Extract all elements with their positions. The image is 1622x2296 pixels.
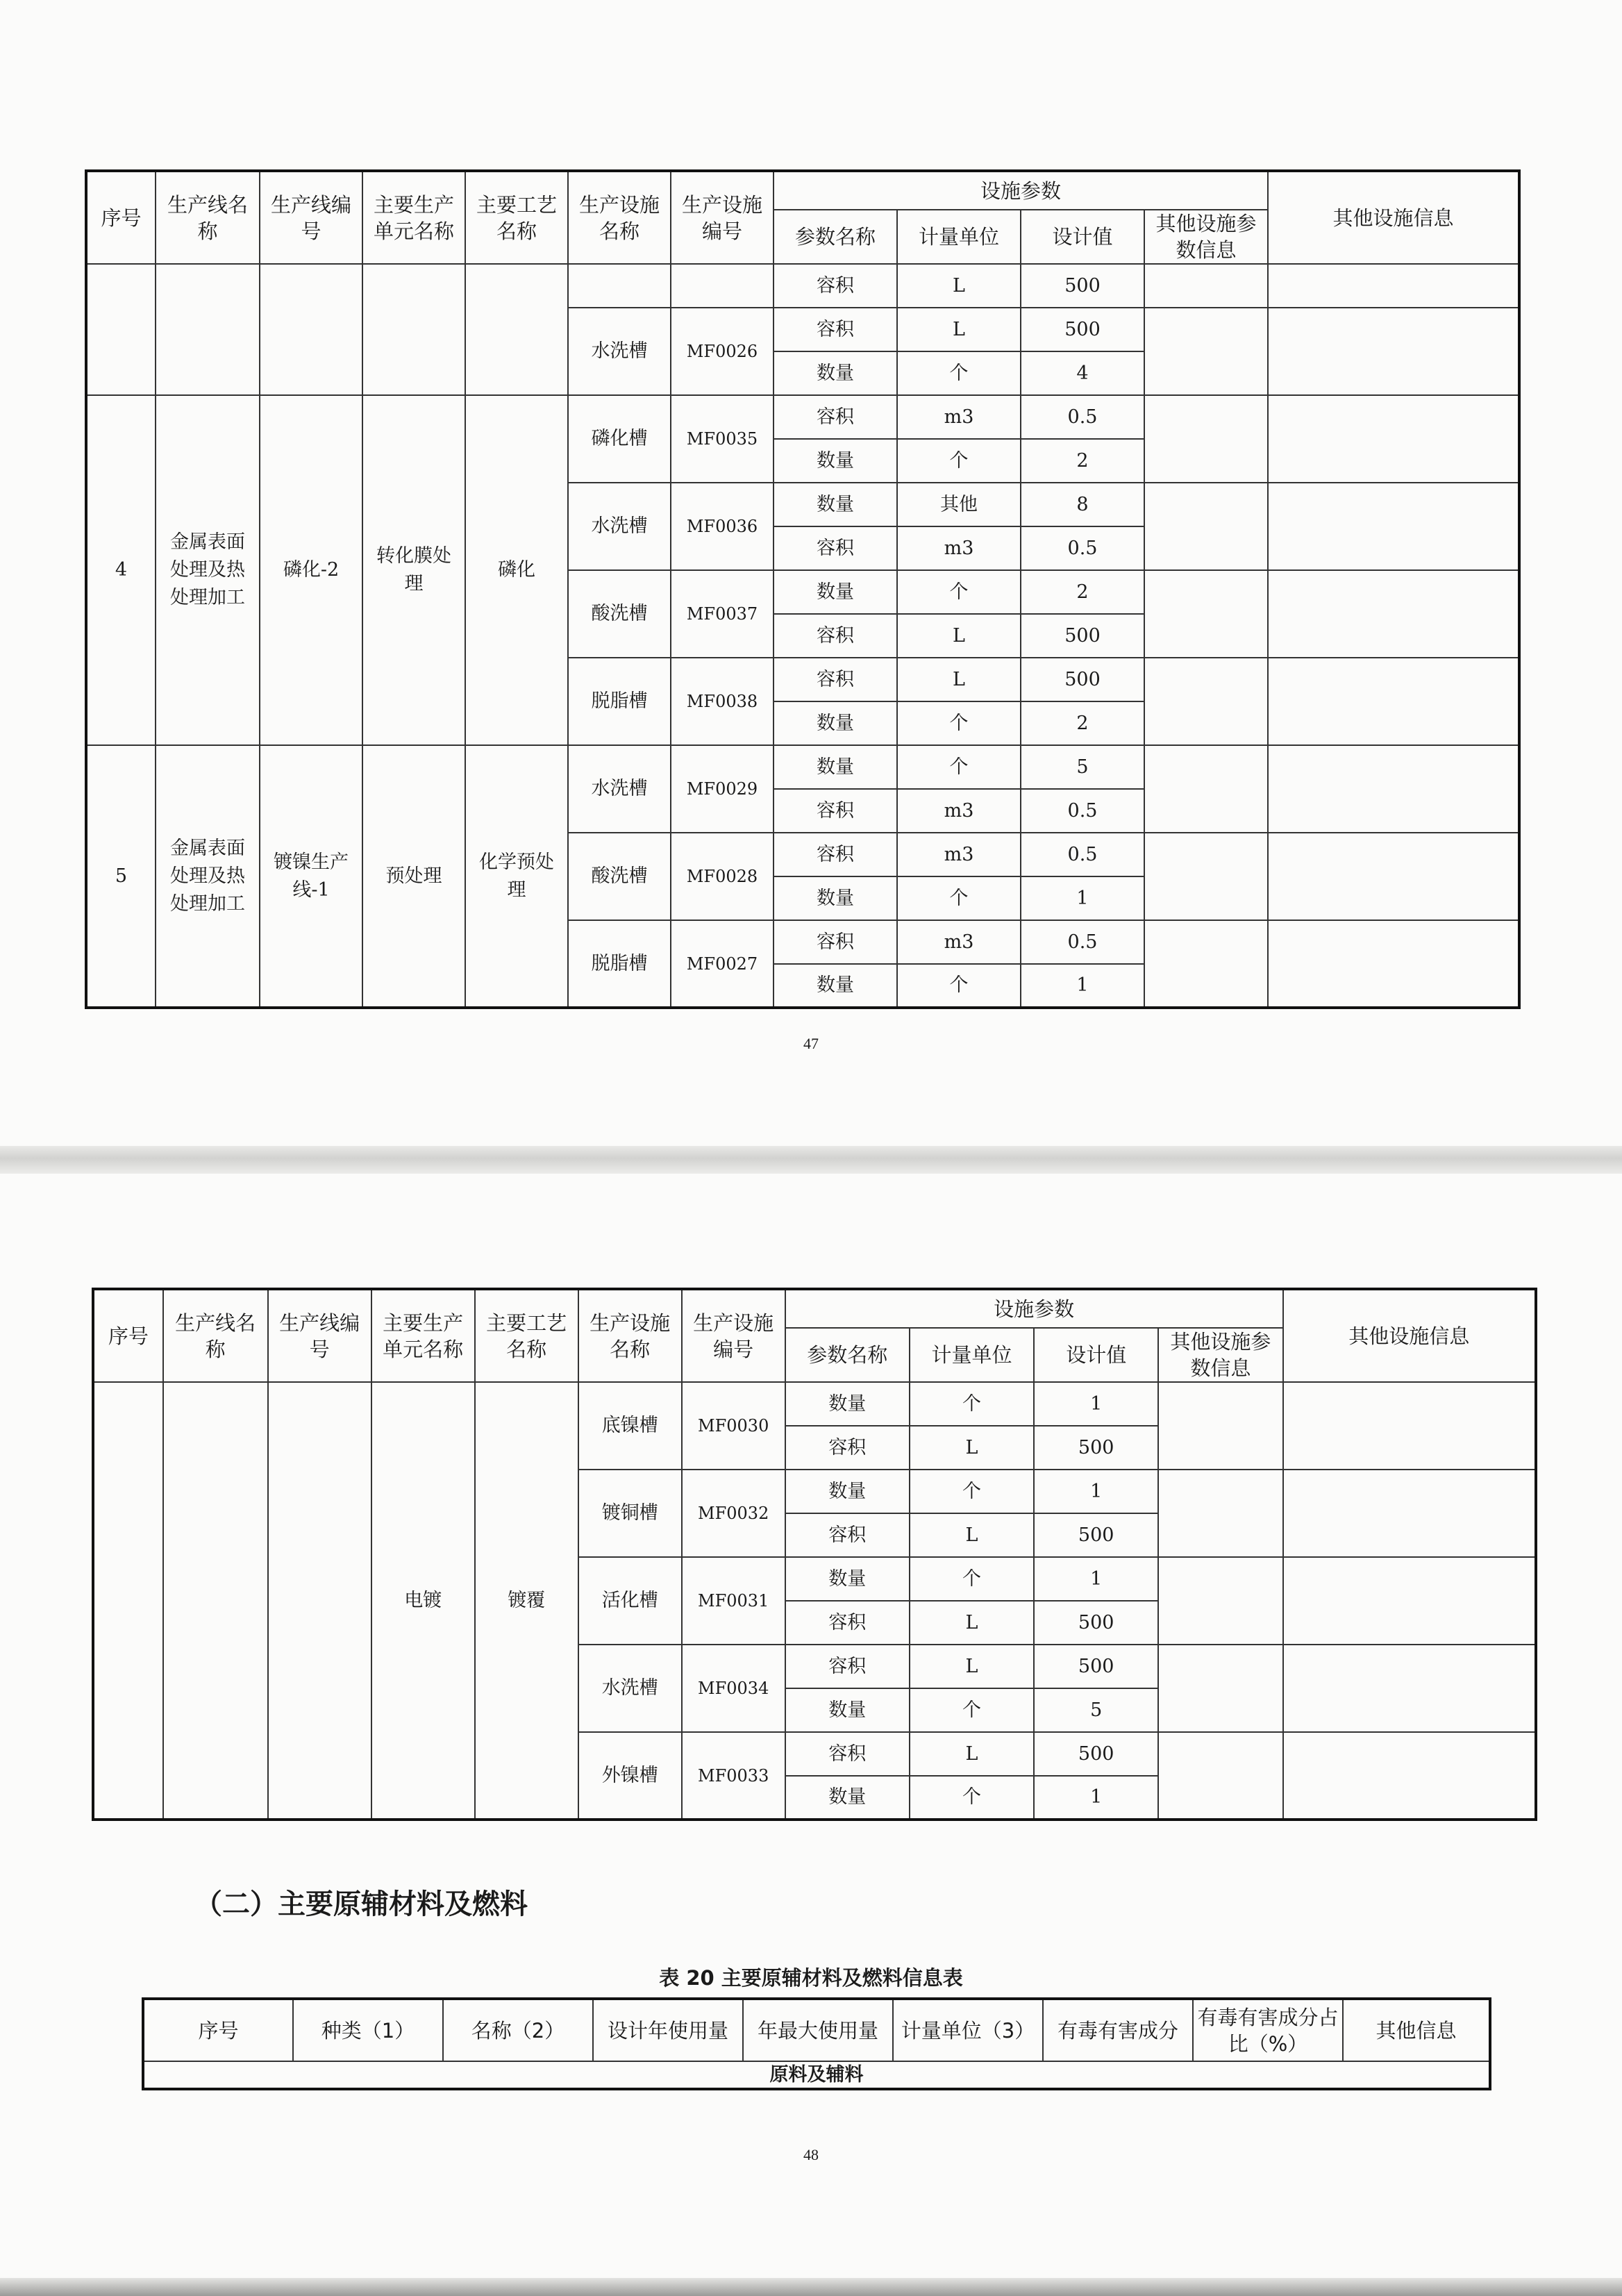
other-info-cell <box>1268 264 1519 308</box>
facility-name-cell: 水洗槽 <box>578 1645 682 1732</box>
design-value-cell: 500 <box>1034 1513 1158 1557</box>
materials-table <box>142 1997 1491 2090</box>
page-number: 47 <box>803 1035 819 1052</box>
other-param-cell <box>1144 483 1268 570</box>
header-line-name: 生产线名称 <box>163 1289 268 1382</box>
other-info-cell <box>1268 745 1519 833</box>
unit-cell: 个 <box>910 1776 1034 1820</box>
main-process-cell: 镀覆 <box>475 1382 578 1820</box>
other-info-cell <box>1268 395 1519 483</box>
design-value-cell: 5 <box>1021 745 1144 789</box>
other-info-cell <box>1283 1557 1536 1645</box>
other-info-cell <box>1283 1470 1536 1557</box>
design-value-cell: 500 <box>1021 264 1144 308</box>
table20-header: 有毒有害成分 <box>1043 1999 1193 2061</box>
other-info-cell <box>1283 1382 1536 1470</box>
facility-name-cell: 镀铜槽 <box>578 1470 682 1557</box>
table20-header: 有毒有害成分占比（%） <box>1193 1999 1343 2061</box>
facility-name-cell: 水洗槽 <box>568 308 671 395</box>
line-code-cell <box>268 1382 371 1820</box>
facility-name-cell <box>568 264 671 308</box>
unit-cell: m3 <box>897 920 1021 964</box>
table20-header: 种类（1） <box>293 1999 443 2061</box>
other-param-cell <box>1144 570 1268 658</box>
header-params-group: 设施参数 <box>785 1289 1283 1328</box>
main-unit-cell: 预处理 <box>362 745 465 1008</box>
facility-code-cell: MF0027 <box>671 920 774 1008</box>
unit-cell: L <box>897 658 1021 701</box>
unit-cell: 其他 <box>897 483 1021 526</box>
design-value-cell: 5 <box>1034 1688 1158 1732</box>
param-name-cell: 容积 <box>785 1645 910 1688</box>
param-name-cell: 容积 <box>774 308 897 351</box>
facility-name-cell: 脱脂槽 <box>568 920 671 1008</box>
header-other-param: 其他设施参数信息 <box>1158 1328 1282 1382</box>
facility-code-cell: MF0036 <box>671 483 774 570</box>
design-value-cell: 500 <box>1034 1426 1158 1470</box>
table-row <box>86 264 1519 308</box>
design-value-cell: 500 <box>1034 1601 1158 1645</box>
param-name-cell: 容积 <box>774 789 897 833</box>
unit-cell: 个 <box>897 701 1021 745</box>
design-value-cell: 500 <box>1021 308 1144 351</box>
facility-name-cell: 脱脂槽 <box>568 658 671 745</box>
design-value-cell: 1 <box>1034 1776 1158 1820</box>
other-info-cell <box>1283 1732 1536 1820</box>
seq-cell <box>86 264 156 395</box>
param-name-cell: 容积 <box>774 526 897 570</box>
header-other-info: 其他设施信息 <box>1283 1289 1536 1382</box>
main-unit-cell <box>362 264 465 395</box>
param-name-cell: 数量 <box>774 876 897 920</box>
table-row <box>93 1382 1536 1426</box>
facility-name-cell: 磷化槽 <box>568 395 671 483</box>
header-other-param: 其他设施参数信息 <box>1144 210 1268 264</box>
facility-code-cell: MF0028 <box>671 833 774 920</box>
design-value-cell: 8 <box>1021 483 1144 526</box>
other-param-cell <box>1144 395 1268 483</box>
design-value-cell: 0.5 <box>1021 789 1144 833</box>
table-row <box>86 395 1519 439</box>
design-value-cell: 500 <box>1034 1732 1158 1776</box>
other-param-cell <box>1144 920 1268 1008</box>
other-param-cell <box>1144 745 1268 833</box>
header-param-name: 参数名称 <box>785 1328 910 1382</box>
facility-name-cell: 底镍槽 <box>578 1382 682 1470</box>
facility-code-cell: MF0033 <box>682 1732 785 1820</box>
facility-code-cell <box>671 264 774 308</box>
unit-cell: L <box>910 1732 1034 1776</box>
unit-cell: m3 <box>897 833 1021 876</box>
header-facility-name: 生产设施名称 <box>578 1289 682 1382</box>
param-name-cell: 容积 <box>774 614 897 658</box>
param-name-cell: 数量 <box>785 1776 910 1820</box>
main-process-cell: 化学预处理 <box>465 745 568 1008</box>
page-edge <box>0 2278 1622 2296</box>
other-param-cell <box>1158 1645 1282 1732</box>
design-value-cell: 2 <box>1021 570 1144 614</box>
facility-code-cell: MF0038 <box>671 658 774 745</box>
design-value-cell: 1 <box>1021 876 1144 920</box>
page-48 <box>0 1174 1622 2278</box>
other-info-cell <box>1268 833 1519 920</box>
unit-cell: 个 <box>910 1470 1034 1513</box>
param-name-cell: 容积 <box>774 395 897 439</box>
unit-cell: 个 <box>897 570 1021 614</box>
header-other-info: 其他设施信息 <box>1268 171 1519 264</box>
unit-cell: 个 <box>897 439 1021 483</box>
param-name-cell: 数量 <box>774 439 897 483</box>
design-value-cell: 1 <box>1034 1557 1158 1601</box>
unit-cell: 个 <box>910 1557 1034 1601</box>
facility-code-cell: MF0035 <box>671 395 774 483</box>
header-line-code: 生产线编号 <box>260 171 362 264</box>
header-unit: 计量单位 <box>897 210 1021 264</box>
header-design-value: 设计值 <box>1021 210 1144 264</box>
line-code-cell: 镀镍生产线-1 <box>260 745 362 1008</box>
other-param-cell <box>1144 658 1268 745</box>
header-line-name: 生产线名称 <box>156 171 260 264</box>
unit-cell: L <box>910 1426 1034 1470</box>
unit-cell: L <box>897 308 1021 351</box>
header-design-value: 设计值 <box>1034 1328 1158 1382</box>
header-main-process: 主要工艺名称 <box>475 1289 578 1382</box>
facility-code-cell: MF0029 <box>671 745 774 833</box>
line-name-cell: 金属表面处理及热处理加工 <box>156 745 260 1008</box>
unit-cell: L <box>910 1601 1034 1645</box>
unit-cell: L <box>910 1513 1034 1557</box>
unit-cell: L <box>897 264 1021 308</box>
unit-cell: 个 <box>910 1688 1034 1732</box>
param-name-cell: 容积 <box>774 264 897 308</box>
other-info-cell <box>1268 308 1519 395</box>
main-process-cell <box>465 264 568 395</box>
header-facility-name: 生产设施名称 <box>568 171 671 264</box>
header-seq: 序号 <box>93 1289 163 1382</box>
line-code-cell: 磷化-2 <box>260 395 362 745</box>
param-name-cell: 数量 <box>774 570 897 614</box>
unit-cell: 个 <box>910 1382 1034 1426</box>
header-main-unit: 主要生产单元名称 <box>371 1289 475 1382</box>
other-param-cell <box>1158 1382 1282 1470</box>
param-name-cell: 数量 <box>774 964 897 1008</box>
design-value-cell: 500 <box>1021 614 1144 658</box>
header-param-name: 参数名称 <box>774 210 897 264</box>
main-process-cell: 磷化 <box>465 395 568 745</box>
table20-subheader: 原料及辅料 <box>143 2061 1490 2089</box>
param-name-cell: 容积 <box>785 1513 910 1557</box>
param-name-cell: 数量 <box>785 1688 910 1732</box>
other-param-cell <box>1158 1470 1282 1557</box>
other-info-cell <box>1283 1645 1536 1732</box>
unit-cell: m3 <box>897 395 1021 439</box>
header-main-unit: 主要生产单元名称 <box>362 171 465 264</box>
main-unit-cell: 转化膜处理 <box>362 395 465 745</box>
other-param-cell <box>1144 264 1268 308</box>
header-unit: 计量单位 <box>910 1328 1034 1382</box>
header-line-code: 生产线编号 <box>268 1289 371 1382</box>
other-param-cell <box>1144 833 1268 920</box>
param-name-cell: 容积 <box>774 920 897 964</box>
param-name-cell: 数量 <box>785 1557 910 1601</box>
table20-header: 设计年使用量 <box>593 1999 743 2061</box>
table20-header: 其他信息 <box>1343 1999 1490 2061</box>
facility-table-page47 <box>85 169 1521 1009</box>
seq-cell <box>93 1382 163 1820</box>
param-name-cell: 容积 <box>785 1601 910 1645</box>
design-value-cell: 500 <box>1034 1645 1158 1688</box>
facility-name-cell: 外镍槽 <box>578 1732 682 1820</box>
facility-name-cell: 酸洗槽 <box>568 570 671 658</box>
line-name-cell: 金属表面处理及热处理加工 <box>156 395 260 745</box>
facility-name-cell: 活化槽 <box>578 1557 682 1645</box>
other-param-cell <box>1158 1732 1282 1820</box>
facility-code-cell: MF0034 <box>682 1645 785 1732</box>
line-name-cell <box>156 264 260 395</box>
facility-code-cell: MF0026 <box>671 308 774 395</box>
param-name-cell: 容积 <box>774 658 897 701</box>
param-name-cell: 数量 <box>785 1382 910 1426</box>
design-value-cell: 0.5 <box>1021 526 1144 570</box>
other-info-cell <box>1268 920 1519 1008</box>
design-value-cell: 500 <box>1021 658 1144 701</box>
facility-code-cell: MF0037 <box>671 570 774 658</box>
other-info-cell <box>1268 570 1519 658</box>
param-name-cell: 数量 <box>774 745 897 789</box>
unit-cell: 个 <box>897 745 1021 789</box>
line-code-cell <box>260 264 362 395</box>
facility-name-cell: 水洗槽 <box>568 483 671 570</box>
header-facility-code: 生产设施编号 <box>671 171 774 264</box>
unit-cell: 个 <box>897 964 1021 1008</box>
param-name-cell: 数量 <box>774 351 897 395</box>
other-info-cell <box>1268 483 1519 570</box>
design-value-cell: 0.5 <box>1021 395 1144 439</box>
facility-name-cell: 水洗槽 <box>568 745 671 833</box>
page-47 <box>0 0 1622 1146</box>
param-name-cell: 容积 <box>785 1732 910 1776</box>
facility-code-cell: MF0031 <box>682 1557 785 1645</box>
facility-code-cell: MF0030 <box>682 1382 785 1470</box>
unit-cell: m3 <box>897 526 1021 570</box>
design-value-cell: 0.5 <box>1021 920 1144 964</box>
table20-header: 计量单位（3） <box>893 1999 1043 2061</box>
header-seq: 序号 <box>86 171 156 264</box>
design-value-cell: 2 <box>1021 439 1144 483</box>
header-params-group: 设施参数 <box>774 171 1268 210</box>
section-title: （二）主要原辅材料及燃料 <box>194 1888 528 1920</box>
other-param-cell <box>1158 1557 1282 1645</box>
unit-cell: 个 <box>897 351 1021 395</box>
table20-header: 名称（2） <box>443 1999 593 2061</box>
table20-caption: 表 20 主要原辅材料及燃料信息表 <box>659 1966 963 1990</box>
facility-table-page48 <box>92 1288 1537 1821</box>
param-name-cell: 数量 <box>785 1470 910 1513</box>
unit-cell: L <box>897 614 1021 658</box>
design-value-cell: 0.5 <box>1021 833 1144 876</box>
line-name-cell <box>163 1382 268 1820</box>
design-value-cell: 1 <box>1034 1470 1158 1513</box>
unit-cell: 个 <box>897 876 1021 920</box>
other-param-cell <box>1144 308 1268 395</box>
page-gap <box>0 1146 1622 1174</box>
facility-code-cell: MF0032 <box>682 1470 785 1557</box>
seq-cell: 4 <box>86 395 156 745</box>
design-value-cell: 1 <box>1034 1382 1158 1426</box>
unit-cell: L <box>910 1645 1034 1688</box>
table20-header: 年最大使用量 <box>743 1999 893 2061</box>
seq-cell: 5 <box>86 745 156 1008</box>
page-number: 48 <box>803 2146 819 2163</box>
param-name-cell: 容积 <box>785 1426 910 1470</box>
table20-header: 序号 <box>143 1999 293 2061</box>
facility-name-cell: 酸洗槽 <box>568 833 671 920</box>
param-name-cell: 数量 <box>774 701 897 745</box>
table-row <box>86 745 1519 789</box>
param-name-cell: 数量 <box>774 483 897 526</box>
unit-cell: m3 <box>897 789 1021 833</box>
design-value-cell: 1 <box>1021 964 1144 1008</box>
header-main-process: 主要工艺名称 <box>465 171 568 264</box>
other-info-cell <box>1268 658 1519 745</box>
header-facility-code: 生产设施编号 <box>682 1289 785 1382</box>
design-value-cell: 2 <box>1021 701 1144 745</box>
design-value-cell: 4 <box>1021 351 1144 395</box>
param-name-cell: 容积 <box>774 833 897 876</box>
main-unit-cell: 电镀 <box>371 1382 475 1820</box>
